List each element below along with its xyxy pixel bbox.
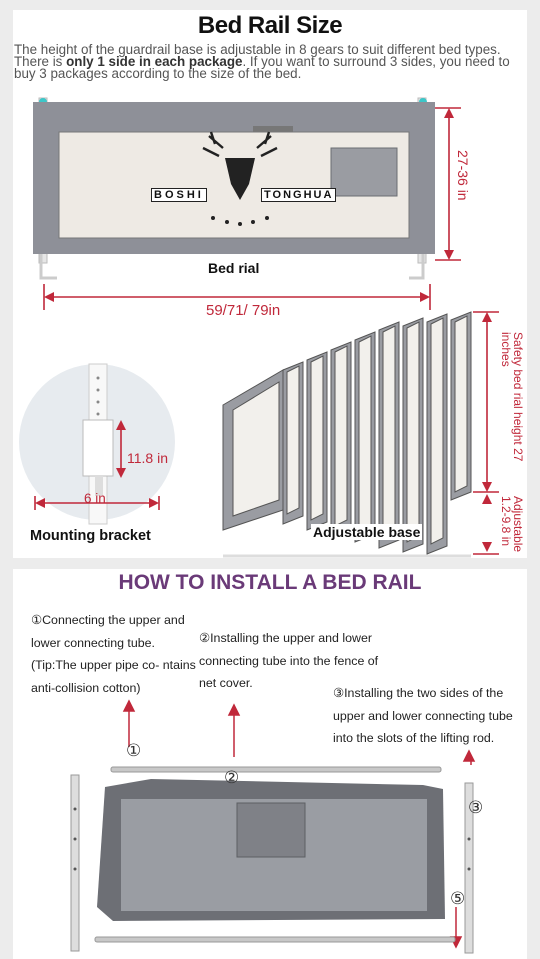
bracket-height: 11.8 in [127, 450, 168, 466]
install-guide-panel [13, 569, 527, 959]
description [14, 44, 528, 80]
rail-caption: Bed rial [208, 260, 260, 276]
mounting-caption: Mounting bracket [30, 528, 151, 544]
height-label: 27-36 in [455, 150, 471, 201]
marker-2: ② [224, 768, 240, 787]
desc-text-2: . If you want to surround 3 sides, you need to buy 3 packages according to the size of the bed. [14, 54, 510, 81]
bed-rail-size-panel [13, 10, 527, 558]
width-label: 59/71/ 79in [206, 302, 281, 319]
adjustable-label: Adjustable 1.2-9.8 in [499, 496, 525, 553]
install-title: HOW TO INSTALL A BED RAIL [118, 571, 422, 594]
marker-1: ① [126, 741, 142, 760]
brand-right: TONGHUA [261, 188, 336, 202]
desc-text-1: The height of the guardrail base is adjustable in 8 gears to suit different bed types. There is [14, 42, 501, 69]
bracket-width: 6 in [84, 491, 106, 506]
marker-3: ③ [468, 798, 484, 817]
section-title: Bed Rail Size [197, 12, 343, 39]
adjustable-caption: Adjustable base [313, 524, 421, 540]
brand-left: BOSHI [151, 188, 207, 202]
safety-height-label: Safety bed rial height 27 inches [499, 332, 525, 462]
step-2-text: ②Installing the upper and lower connecting tube into the fence of net cover. [199, 631, 379, 690]
step-1-text: ①Connecting the upper and lower connecting tube. (Tip:The upper pipe co- ntains anti-collision cotton) [31, 613, 196, 695]
install-diagram [13, 689, 527, 959]
step-3-text: ③Installing the two sides of the upper and lower connecting tube into the slots of the lifting rod. [333, 686, 513, 745]
desc-bold: only 1 side in each package [66, 54, 243, 69]
marker-5: ⑤ [450, 889, 466, 908]
adjustable-base-illustration [203, 310, 527, 558]
bed-rail-illustration [13, 88, 527, 318]
